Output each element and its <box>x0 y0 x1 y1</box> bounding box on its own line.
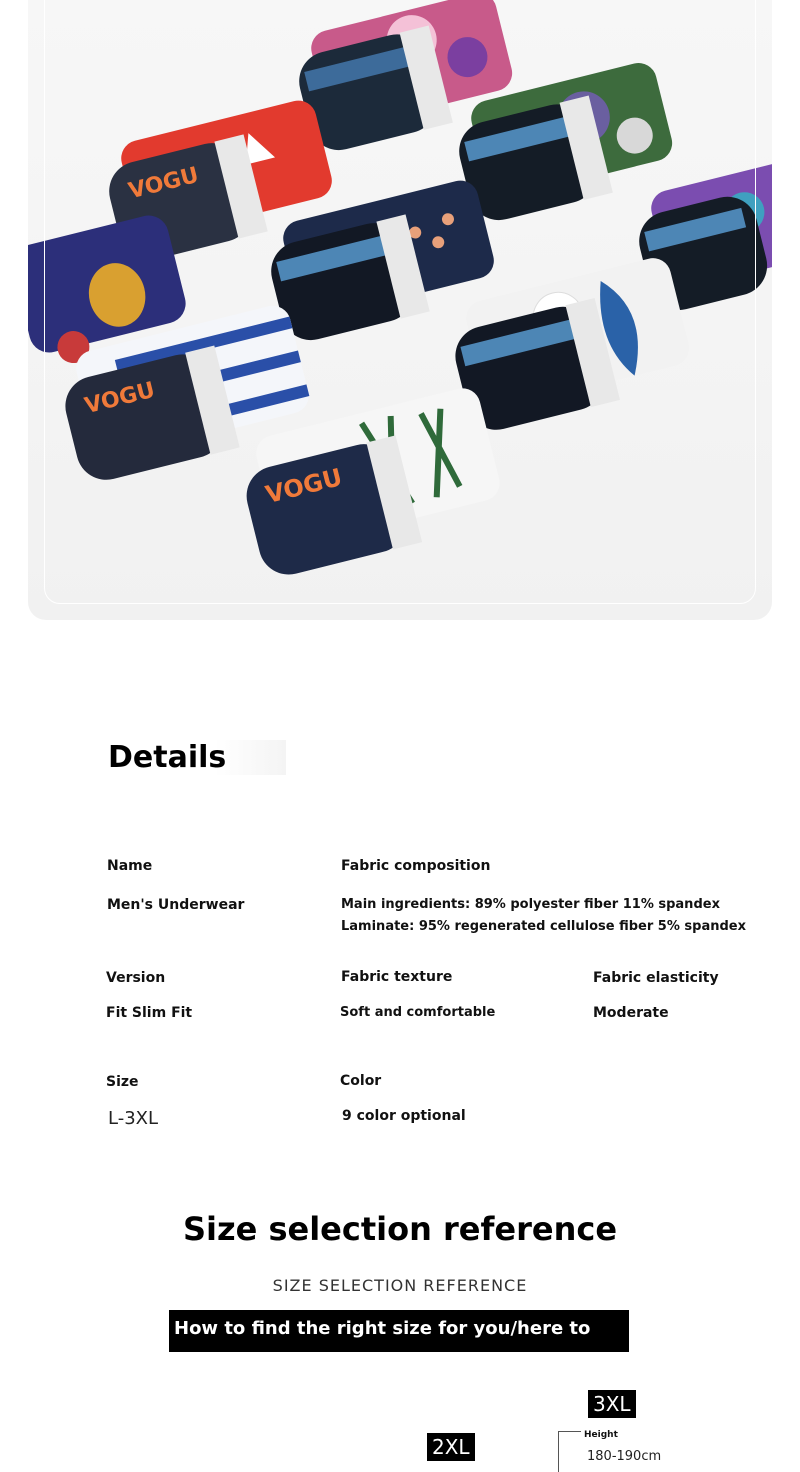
version-value: Fit Slim Fit <box>106 1005 193 1021</box>
height-label: Height <box>584 1430 618 1440</box>
size-label: Size <box>106 1074 139 1090</box>
fabric-composition-label: Fabric composition <box>341 858 491 874</box>
fabric-main-ingredients: Main ingredients: 89% polyester fiber 11% spandex <box>341 897 720 912</box>
fabric-laminate: Laminate: 95% regenerated cellulose fiber 5% spandex <box>341 919 746 934</box>
height-value: 180-190cm <box>587 1449 662 1464</box>
folded-underwear-illustration <box>28 0 772 620</box>
details-title: Details <box>108 740 286 775</box>
product-hero-image <box>28 0 772 620</box>
name-label: Name <box>107 858 153 874</box>
color-value: 9 color optional <box>342 1108 466 1124</box>
height-bracket <box>558 1431 581 1472</box>
size-reference-subtitle: SIZE SELECTION REFERENCE <box>272 1276 528 1295</box>
size-chip-2xl: 2XL <box>427 1433 475 1461</box>
svg-text:VOGU: VOGU <box>82 377 158 420</box>
color-label: Color <box>340 1073 382 1089</box>
fabric-elasticity-label: Fabric elasticity <box>593 970 719 986</box>
size-reference-title: Size selection reference <box>182 1210 618 1248</box>
name-value: Men's Underwear <box>107 897 245 913</box>
fabric-texture-label: Fabric texture <box>341 969 453 985</box>
svg-text:VOGU: VOGU <box>126 162 202 205</box>
version-label: Version <box>106 970 166 986</box>
size-guide-banner: How to find the right size for you/here to tell you <box>169 1310 629 1352</box>
fabric-texture-value: Soft and comfortable <box>340 1005 496 1020</box>
size-value: L-3XL <box>108 1108 159 1129</box>
svg-text:VOGU: VOGU <box>262 463 346 510</box>
size-chip-3xl: 3XL <box>588 1390 636 1418</box>
fabric-elasticity-value: Moderate <box>593 1005 669 1021</box>
